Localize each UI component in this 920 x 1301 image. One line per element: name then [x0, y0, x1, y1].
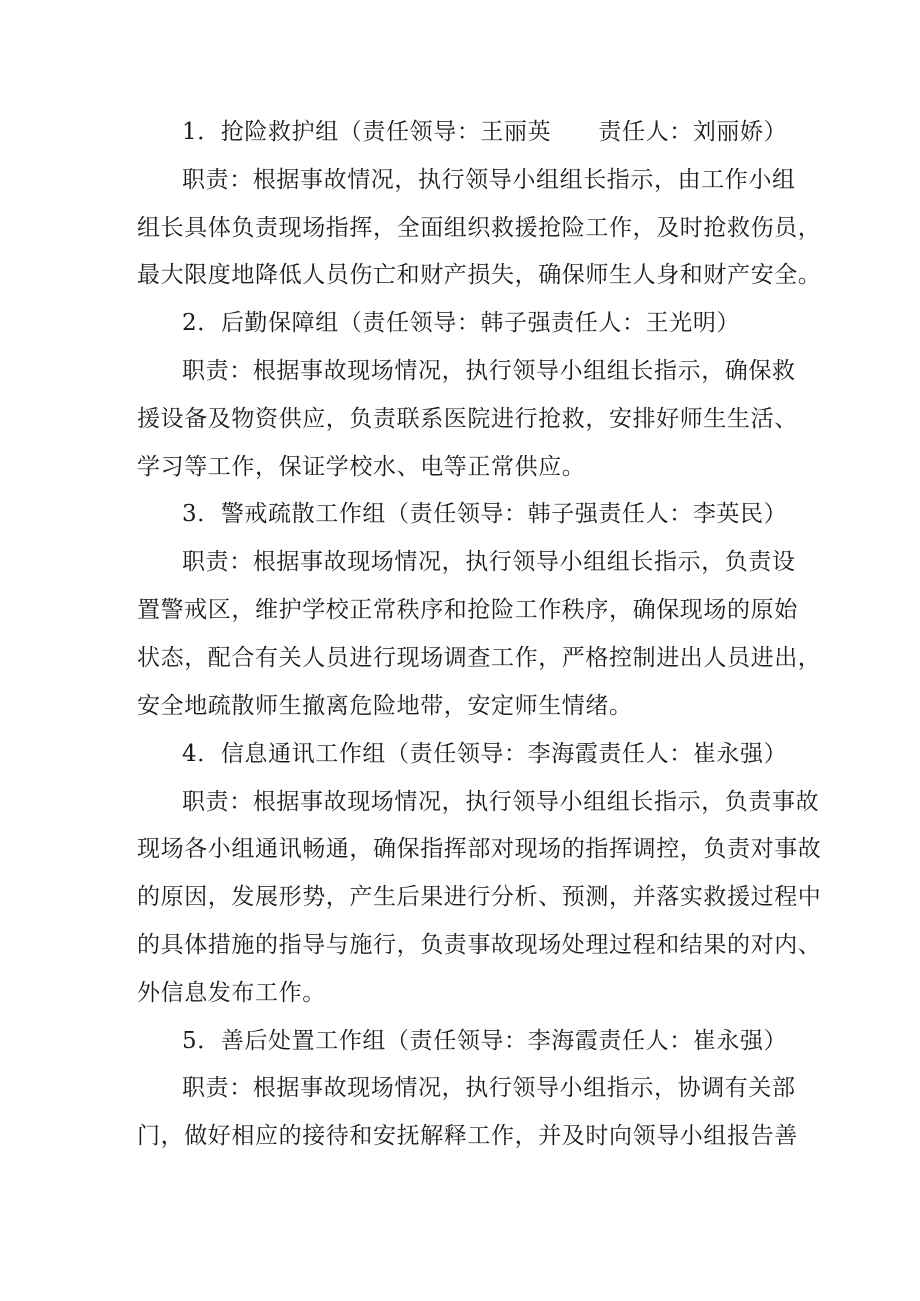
section-5-heading: 5．善后处置工作组（责任领导：李海霞责任人：崔永强）	[182, 1028, 788, 1054]
section-4-duty-line: 的具体措施的指导与施行，负责事故现场处理过程和结果的对内、	[137, 932, 822, 958]
section-3-duty-line: 职责：根据事故现场情况，执行领导小组组长指示，负责设	[182, 549, 796, 575]
section-3-duty-line: 置警戒区，维护学校正常秩序和抢险工作秩序，确保现场的原始	[137, 597, 798, 623]
section-1-heading: 1．抢险救护组（责任领导：王丽英 责任人：刘丽娇）	[182, 119, 788, 145]
section-4-duty-line: 外信息发布工作。	[137, 980, 326, 1006]
section-2-heading: 2．后勤保障组（责任领导：韩子强责任人：王光明）	[182, 310, 741, 336]
section-4-duty-line: 现场各小组通讯畅通，确保指挥部对现场的指挥调控，负责对事故	[137, 836, 822, 862]
section-5-duty-line: 职责：根据事故现场情况，执行领导小组指示，协调有关部	[182, 1075, 796, 1101]
section-2-duty-line: 职责：根据事故现场情况，执行领导小组组长指示，确保救	[182, 358, 796, 384]
section-3-heading: 3．警戒疏散工作组（责任领导：韩子强责任人：李英民）	[182, 501, 788, 527]
section-4-duty-line: 职责：根据事故现场情况，执行领导小组组长指示，负责事故	[182, 789, 820, 815]
section-2-duty-line: 援设备及物资供应，负责联系医院进行抢救，安排好师生生活、	[137, 406, 798, 432]
section-3-duty-line: 状态，配合有关人员进行现场调查工作，严格控制进出人员进出，	[137, 645, 822, 671]
section-1-duty-line: 组长具体负责现场指挥，全面组织救援抢险工作，及时抢救伤员，	[137, 215, 822, 241]
section-5-duty-line: 门，做好相应的接待和安抚解释工作，并及时向领导小组报告善	[137, 1123, 798, 1149]
section-4-heading: 4．信息通讯工作组（责任领导：李海霞责任人：崔永强）	[182, 741, 788, 767]
section-4-duty-line: 的原因，发展形势，产生后果进行分析、预测，并落实救援过程中	[137, 884, 822, 910]
section-1-duty-line: 最大限度地降低人员伤亡和财产损失，确保师生人身和财产安全。	[137, 262, 822, 288]
section-2-duty-line: 学习等工作，保证学校水、电等正常供应。	[137, 454, 586, 480]
section-3-duty-line: 安全地疏散师生撤离危险地带，安定师生情绪。	[137, 693, 633, 719]
section-1-duty-line: 职责：根据事故情况，执行领导小组组长指示，由工作小组	[182, 167, 796, 193]
